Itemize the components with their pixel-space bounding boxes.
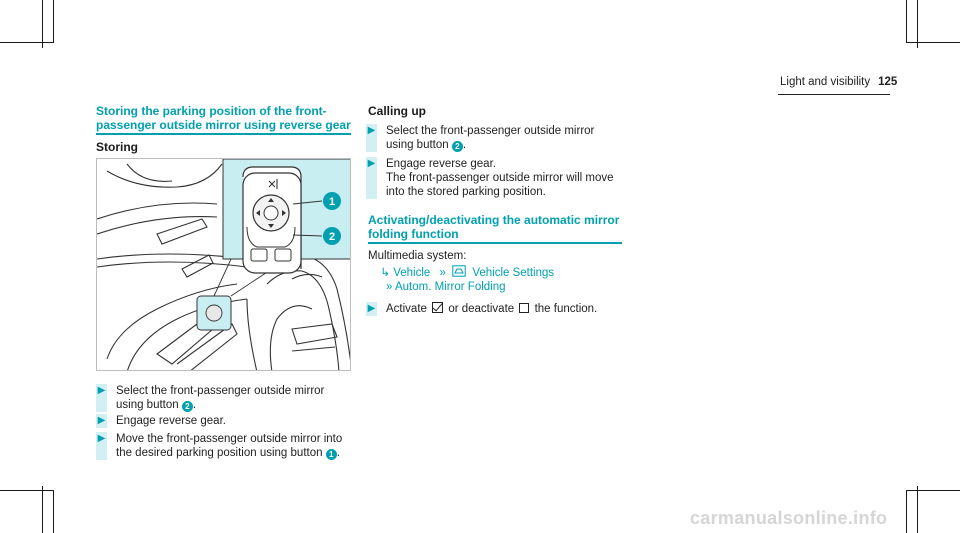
section-heading xyxy=(96,104,356,132)
callout-badge: 2 xyxy=(452,141,463,152)
callout-badge: 1 xyxy=(326,449,337,460)
crop-mark xyxy=(0,490,54,491)
double-chevron-icon: » xyxy=(386,281,393,293)
double-chevron-icon: » xyxy=(439,267,446,279)
watermark: carmanualsonline.info xyxy=(690,508,888,528)
menu-path-line-2 xyxy=(386,280,506,295)
crop-mark xyxy=(906,42,960,43)
step-text: Engage reverse gear. xyxy=(386,158,496,170)
step-text-line xyxy=(116,398,356,412)
car-key-icon xyxy=(452,265,466,277)
triangle-right-icon: ▶ xyxy=(97,385,106,396)
heading-rule xyxy=(368,242,622,244)
section-heading-automatic-folding xyxy=(368,213,628,241)
page-number: 125 xyxy=(878,76,898,88)
subheading-calling-up: Calling up xyxy=(368,104,426,118)
step-move-mirror xyxy=(97,432,366,460)
triangle-right-icon: ▶ xyxy=(97,415,106,426)
menu-item-vehicle: Vehicle xyxy=(393,267,431,279)
subheading-storing: Storing xyxy=(96,140,138,154)
step-text: . xyxy=(192,399,197,411)
triangle-right-icon: ▶ xyxy=(367,125,376,136)
step-text: Select the front-passenger outside mirror xyxy=(386,125,595,137)
crop-mark xyxy=(917,486,918,533)
header-section: Light and visibility xyxy=(780,76,871,88)
step-text: Activate xyxy=(386,303,427,315)
step-select-mirror-left xyxy=(97,384,356,412)
step-engage-reverse-right xyxy=(367,157,626,199)
multimedia-label: Multimedia system: xyxy=(368,250,467,262)
heading-line: folding function xyxy=(368,227,459,241)
figure-callout-1: 1 xyxy=(328,196,336,208)
step-text: . xyxy=(336,447,340,459)
step-text: into the stored parking position. xyxy=(386,186,546,198)
menu-item-vehicle-settings: Vehicle Settings xyxy=(472,267,555,279)
door-control-illustration xyxy=(96,158,351,371)
crop-mark xyxy=(42,0,43,48)
step-text: the function. xyxy=(534,303,598,315)
header-rule xyxy=(778,94,890,95)
checkbox-checked-icon xyxy=(432,302,443,313)
step-text: Engage reverse gear. xyxy=(116,415,226,427)
step-engage-reverse-left xyxy=(97,414,356,428)
heading-rule xyxy=(96,133,351,135)
crop-mark xyxy=(906,490,960,491)
hook-arrow-icon: ↳ xyxy=(380,267,390,279)
menu-item-autom-mirror-folding: Autom. Mirror Folding xyxy=(394,281,506,293)
heading-line: passenger outside mirror using reverse gear xyxy=(96,118,351,132)
menu-path-line-1 xyxy=(368,265,554,281)
step-text: or deactivate xyxy=(448,303,515,315)
step-text-line xyxy=(116,446,366,460)
step-select-mirror-right xyxy=(367,124,626,152)
triangle-right-icon: ▶ xyxy=(367,158,376,169)
callout-badge: 2 xyxy=(182,401,193,412)
crop-mark xyxy=(53,490,54,533)
step-text: the desired parking position using button xyxy=(116,447,323,459)
crop-mark xyxy=(42,486,43,533)
triangle-right-icon: ▶ xyxy=(97,433,106,444)
running-header xyxy=(780,76,897,88)
step-text: Move the front-passenger outside mirror into xyxy=(116,433,343,445)
step-activate xyxy=(367,302,626,316)
step-text-line xyxy=(386,138,626,152)
crop-mark xyxy=(906,490,907,533)
step-text: . xyxy=(462,139,467,151)
door-panel-drawing xyxy=(97,159,351,371)
step-text: Select the front-passenger outside mirror xyxy=(116,385,325,397)
heading-line: Storing the parking position of the front- xyxy=(96,104,327,118)
step-text: The front-passenger outside mirror will move xyxy=(386,172,614,184)
heading-line: Activating/deactivating the automatic mirror xyxy=(368,213,620,227)
crop-mark xyxy=(0,42,54,43)
triangle-right-icon: ▶ xyxy=(367,303,376,314)
step-text: using button xyxy=(116,399,179,411)
crop-mark xyxy=(53,0,54,43)
figure-callout-2: 2 xyxy=(328,231,336,243)
crop-mark xyxy=(906,0,907,43)
step-text: using button xyxy=(386,139,449,151)
checkbox-empty-icon xyxy=(519,303,529,313)
crop-mark xyxy=(917,0,918,48)
